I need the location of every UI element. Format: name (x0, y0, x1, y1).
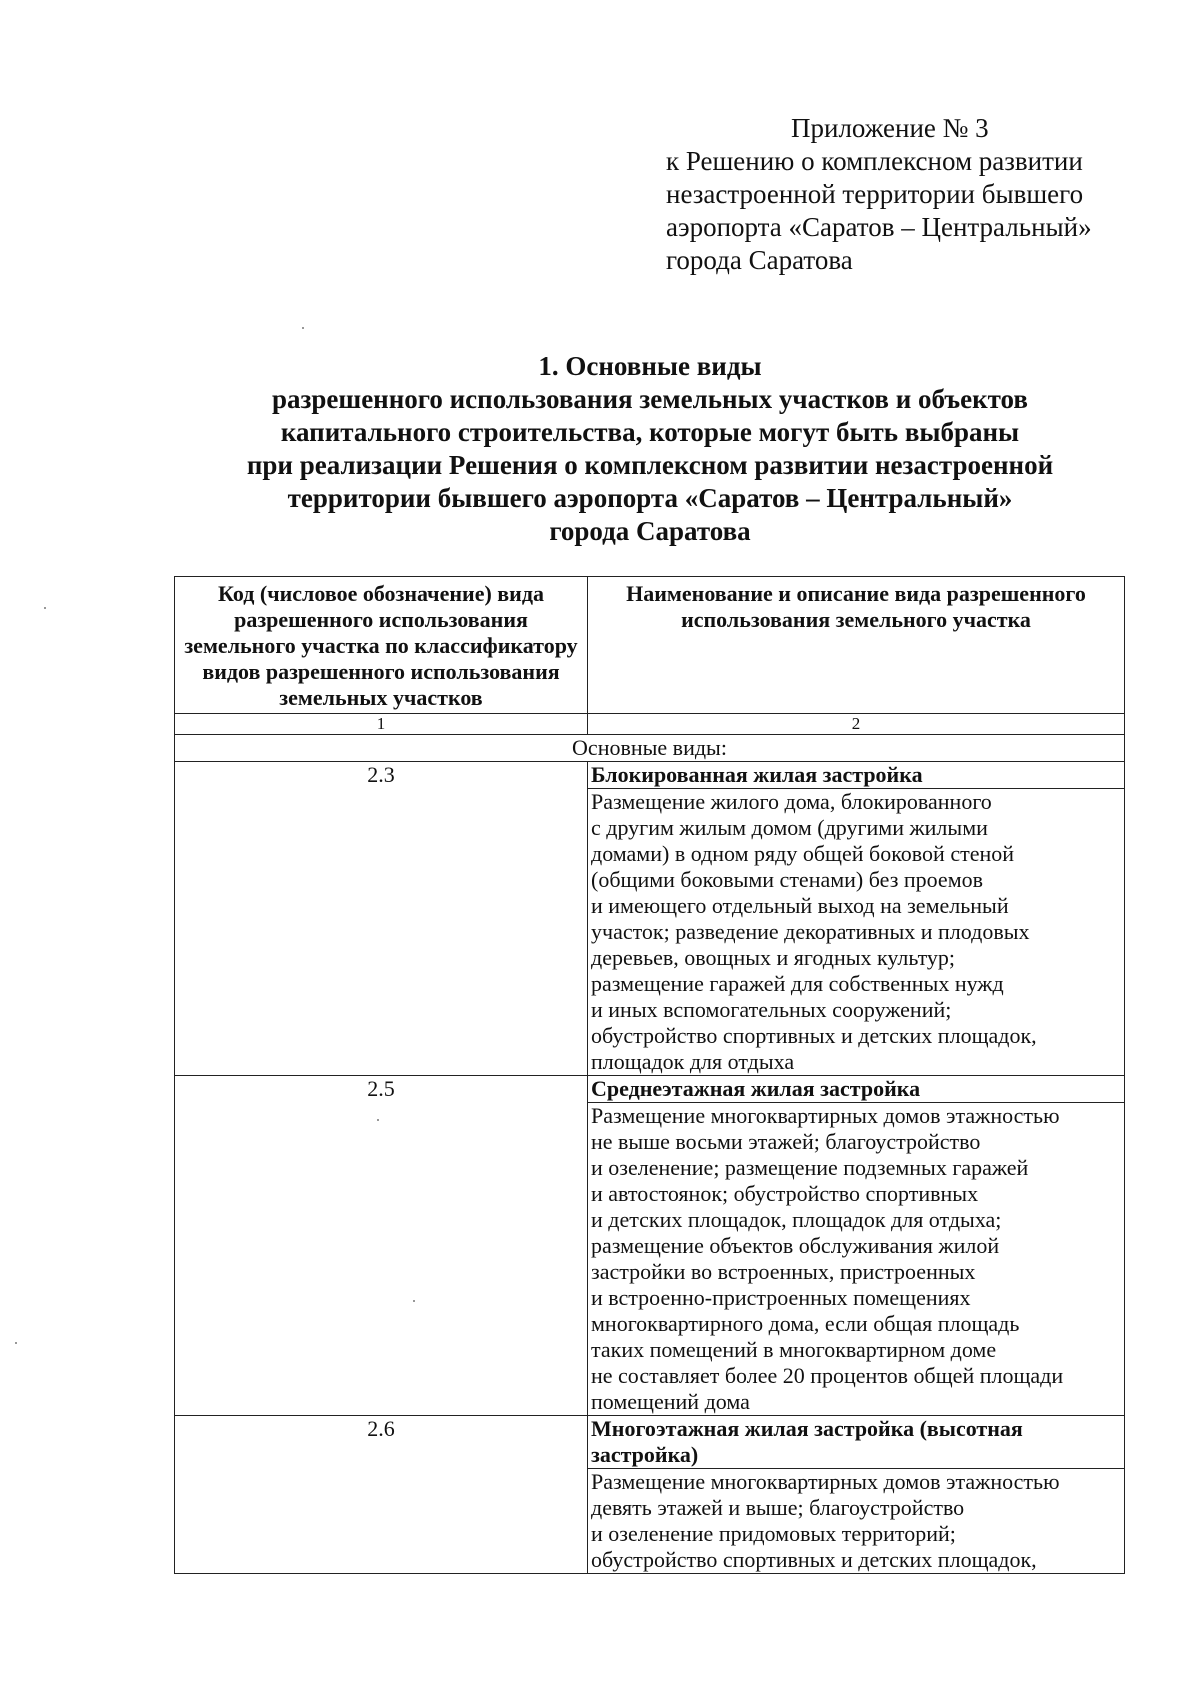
heading-line: 1. Основные виды (538, 351, 762, 381)
land-use-table (174, 576, 1125, 1574)
header-line: Код (числовое обозначение) вида (218, 581, 544, 606)
description-line: Размещение жилого дома, блокированного (591, 789, 992, 814)
description-line: площадок для отдыха (591, 1049, 795, 1074)
description-line: и автостоянок; обустройство спортивных (591, 1181, 979, 1206)
table-row (175, 1076, 1125, 1103)
name-line: застройка) (591, 1442, 699, 1467)
use-code: 2.6 (175, 1416, 588, 1574)
scan-speck (413, 1300, 415, 1302)
use-name: Блокированная жилая застройка (588, 762, 1125, 789)
heading-line: территории бывшего аэропорта «Саратов – Центральный» (287, 483, 1013, 513)
description-line: и озеленение придомовых территорий; (591, 1521, 956, 1546)
description-line: не выше восьми этажей; благоустройство (591, 1129, 981, 1154)
description-line: помещений дома (591, 1389, 750, 1414)
col2-number: 2 (588, 714, 1125, 735)
table-header-row (175, 577, 1125, 714)
header-line: Наименование и описание вида разрешенного (626, 581, 1086, 606)
description-line: обустройство спортивных и детских площадок, (591, 1023, 1037, 1048)
description-line: и озеленение; размещение подземных гаражей (591, 1155, 1029, 1180)
header-line: земельных участков (279, 685, 483, 710)
description-line: (общими боковыми стенами) без проемов (591, 867, 984, 892)
description-line: участок; разведение декоративных и плодовых (591, 919, 1030, 944)
col1-number: 1 (175, 714, 588, 735)
header-line: использования земельного участка (681, 607, 1031, 632)
appendix-line: города Саратова (666, 245, 853, 275)
scan-speck (44, 607, 46, 609)
use-name (588, 1416, 1125, 1469)
heading-line: разрешенного использования земельных участков и объектов (272, 384, 1028, 414)
use-description (588, 1103, 1125, 1416)
description-line: домами) в одном ряду общей боковой стеной (591, 841, 1015, 866)
use-description (588, 789, 1125, 1076)
description-line: размещение объектов обслуживания жилой (591, 1233, 1000, 1258)
description-line: Размещение многоквартирных домов этажностью (591, 1103, 1060, 1128)
appendix-line: незастроенной территории бывшего (666, 179, 1084, 209)
description-line: таких помещений в многоквартирном доме (591, 1337, 997, 1362)
description-line: Размещение многоквартирных домов этажностью (591, 1469, 1060, 1494)
name-line: Многоэтажная жилая застройка (высотная (591, 1416, 1023, 1441)
description-line: и иных вспомогательных сооружений; (591, 997, 952, 1022)
description-line: и имеющего отдельный выход на земельный (591, 893, 1009, 918)
table-row (175, 762, 1125, 789)
scan-speck (15, 1342, 17, 1344)
use-name: Среднеэтажная жилая застройка (588, 1076, 1125, 1103)
description-line: с другим жилым домом (другими жилыми (591, 815, 988, 840)
heading-line: капитального строительства, которые могут быть выбраны (280, 417, 1020, 447)
appendix-reference (666, 112, 1126, 277)
appendix-line: аэропорта «Саратов – Центральный» (666, 212, 1092, 242)
scan-speck (377, 1119, 379, 1121)
scan-speck (302, 327, 304, 329)
appendix-number: Приложение № 3 (791, 113, 989, 143)
document-heading (170, 350, 1130, 548)
header-line: видов разрешенного использования (202, 659, 560, 684)
column-number-row (175, 714, 1125, 735)
description-line: обустройство спортивных и детских площадок, (591, 1547, 1037, 1572)
description-line: размещение гаражей для собственных нужд (591, 971, 1004, 996)
description-line: не составляет более 20 процентов общей площади (591, 1363, 1064, 1388)
section-label: Основные виды: (175, 735, 1125, 762)
section-row (175, 735, 1125, 762)
header-line: земельного участка по классификатору (184, 633, 578, 658)
use-description (588, 1469, 1125, 1574)
description-line: многоквартирного дома, если общая площадь (591, 1311, 1020, 1336)
description-line: деревьев, овощных и ягодных культур; (591, 945, 956, 970)
col2-header (588, 577, 1125, 714)
description-line: и встроенно-пристроенных помещениях (591, 1285, 971, 1310)
use-code: 2.3 (175, 762, 588, 1076)
header-line: разрешенного использования (234, 607, 528, 632)
heading-line: при реализации Решения о комплексном развитии незастроенной (246, 450, 1054, 480)
description-line: застройки во встроенных, пристроенных (591, 1259, 976, 1284)
use-code: 2.5 (175, 1076, 588, 1416)
col1-header (175, 577, 588, 714)
appendix-line: к Решению о комплексном развитии (666, 146, 1083, 176)
heading-line: города Саратова (549, 516, 751, 546)
description-line: и детских площадок, площадок для отдыха; (591, 1207, 1002, 1232)
table-row (175, 1416, 1125, 1469)
description-line: девять этажей и выше; благоустройство (591, 1495, 965, 1520)
